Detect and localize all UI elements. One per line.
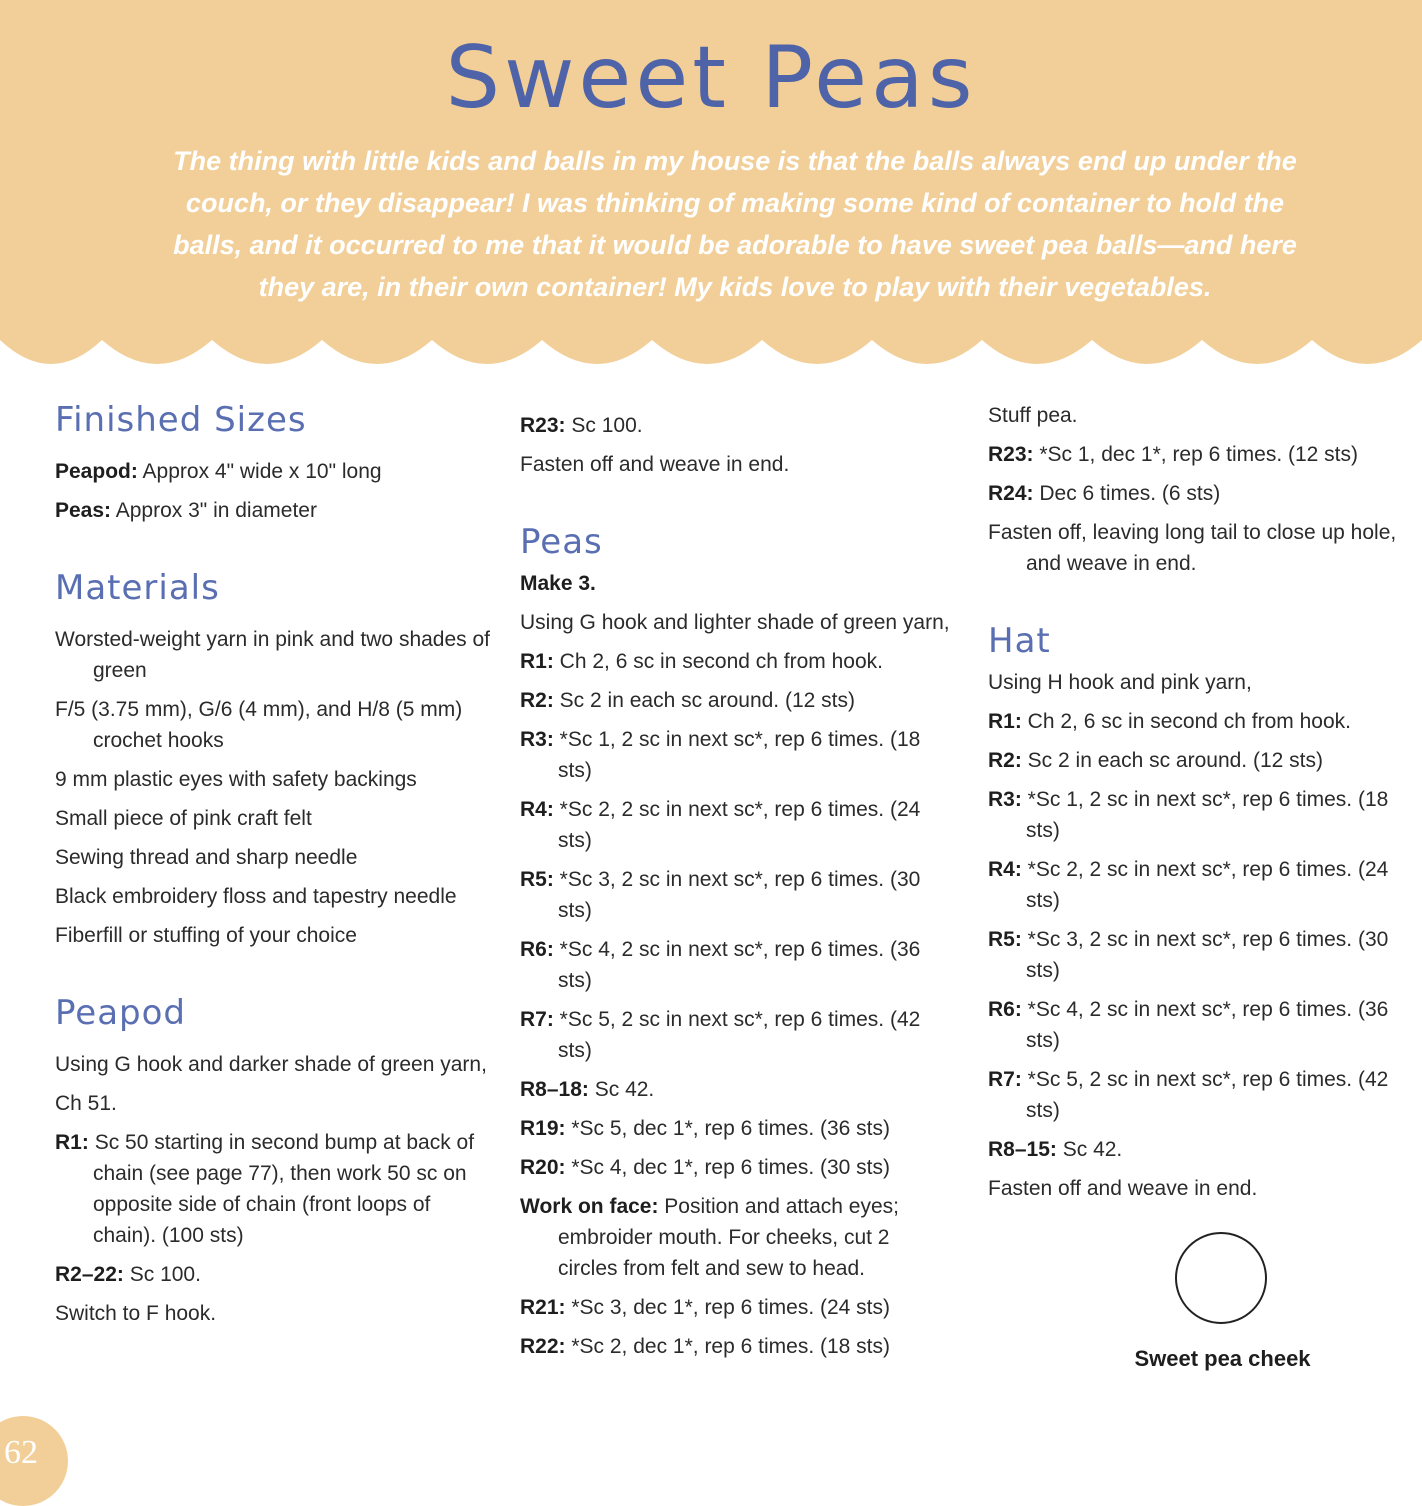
peapod-fasten: Fasten off and weave in end. <box>520 453 790 476</box>
size-peas <box>55 495 495 526</box>
row-label: R23: <box>988 443 1034 466</box>
row-text: Ch 2, 6 sc in second ch from hook. <box>553 650 884 673</box>
peas-make-label: Make 3. <box>520 572 596 595</box>
pattern-row <box>988 478 1398 509</box>
row-text: *Sc 4, 2 sc in next sc*, rep 6 times. (36 sts) <box>1021 998 1389 1052</box>
heading-peapod: Peapod <box>55 993 187 1033</box>
peapod-row <box>55 1127 495 1251</box>
row-label: R1: <box>520 650 554 673</box>
pattern-row <box>988 745 1398 776</box>
row-label: R2: <box>988 749 1022 772</box>
pattern-row <box>520 1113 950 1144</box>
row-text: *Sc 1, 2 sc in next sc*, rep 6 times. (18 sts) <box>553 728 921 782</box>
row-label: R3: <box>988 788 1022 811</box>
pattern-row <box>520 934 950 996</box>
heading-hat: Hat <box>988 621 1051 661</box>
row-label: R8–15: <box>988 1138 1057 1161</box>
heading-peas: Peas <box>520 522 603 562</box>
peapod-ch: Ch 51. <box>55 1092 117 1115</box>
heading-finished-sizes: Finished Sizes <box>55 400 307 440</box>
row-label: R4: <box>988 858 1022 881</box>
peas-intro: Using G hook and lighter shade of green yarn, <box>520 611 950 634</box>
size-peapod-label: Peapod: <box>55 460 138 483</box>
material-item: Worsted-weight yarn in pink and two shades of green <box>55 628 491 682</box>
material-item: Fiberfill or stuffing of your choice <box>55 924 357 947</box>
material-item: F/5 (3.75 mm), G/6 (4 mm), and H/8 (5 mm) crochet hooks <box>55 698 463 752</box>
row-label: R23: <box>520 414 566 437</box>
row-text: *Sc 5, 2 sc in next sc*, rep 6 times. (42 sts) <box>553 1008 921 1062</box>
row-label: R1: <box>988 710 1022 733</box>
hat-fasten: Fasten off and weave in end. <box>988 1177 1258 1200</box>
row-label: R20: <box>520 1156 566 1179</box>
row-text: *Sc 4, dec 1*, rep 6 times. (30 sts) <box>565 1156 890 1179</box>
size-peapod-value: Approx 4" wide x 10" long <box>142 460 382 483</box>
pattern-row <box>520 646 950 677</box>
row-label: R2: <box>520 689 554 712</box>
pattern-row <box>520 1191 950 1284</box>
row-text: Sc 50 starting in second bump at back of chain (see page 77), then work 50 sc on opposite side of chain (front loops of chain). (100 sts) <box>93 1131 475 1247</box>
peapod-row <box>520 410 950 441</box>
row-label: R19: <box>520 1117 566 1140</box>
peas-fasten: Fasten off, leaving long tail to close up hole, and weave in end. <box>988 521 1397 575</box>
pattern-row <box>520 1004 950 1066</box>
row-text: *Sc 1, dec 1*, rep 6 times. (12 sts) <box>1033 443 1358 466</box>
row-label: R6: <box>520 938 554 961</box>
row-text: *Sc 5, 2 sc in next sc*, rep 6 times. (42 sts) <box>1021 1068 1389 1122</box>
size-peas-value: Approx 3" in diameter <box>115 499 317 522</box>
size-peapod <box>55 456 495 487</box>
row-label: R4: <box>520 798 554 821</box>
row-text: *Sc 4, 2 sc in next sc*, rep 6 times. (36 sts) <box>553 938 921 992</box>
row-label: R2–22: <box>55 1263 124 1286</box>
row-text: Ch 2, 6 sc in second ch from hook. <box>1021 710 1352 733</box>
row-text: Sc 100. <box>571 414 643 437</box>
peapod-row <box>55 1259 495 1290</box>
hat-rows <box>988 706 1398 1165</box>
pattern-row <box>988 784 1398 846</box>
row-label: R21: <box>520 1296 566 1319</box>
row-label: R24: <box>988 482 1034 505</box>
row-text: Sc 2 in each sc around. (12 sts) <box>553 689 855 712</box>
row-text: *Sc 2, 2 sc in next sc*, rep 6 times. (24 sts) <box>553 798 921 852</box>
row-label: Work on face: <box>520 1195 659 1218</box>
row-text: Sc 42. <box>588 1078 655 1101</box>
peapod-switch: Switch to F hook. <box>55 1302 217 1325</box>
row-text: *Sc 2, 2 sc in next sc*, rep 6 times. (24 sts) <box>1021 858 1389 912</box>
cheek-caption: Sweet pea cheek <box>1134 1346 1311 1371</box>
row-text: Position and attach eyes; embroider mouth. For cheeks, cut 2 circles from felt and sew to head. <box>558 1195 899 1280</box>
pattern-row <box>988 706 1398 737</box>
peas-make <box>520 568 950 599</box>
row-text: *Sc 3, 2 sc in next sc*, rep 6 times. (30 sts) <box>553 868 921 922</box>
pattern-row <box>988 1064 1398 1126</box>
row-text: *Sc 3, 2 sc in next sc*, rep 6 times. (30 sts) <box>1021 928 1389 982</box>
pattern-row <box>520 1331 950 1362</box>
pattern-row <box>520 1292 950 1323</box>
row-label: R7: <box>520 1008 554 1031</box>
row-text: Dec 6 times. (6 sts) <box>1033 482 1221 505</box>
row-label: R3: <box>520 728 554 751</box>
row-label: R1: <box>55 1131 89 1154</box>
cheek-template-circle <box>1175 1232 1267 1324</box>
row-text: *Sc 3, dec 1*, rep 6 times. (24 sts) <box>565 1296 890 1319</box>
pattern-row <box>520 864 950 926</box>
column-left <box>55 400 495 1337</box>
intro-paragraph: The thing with little kids and balls in my house is that the balls always end up under the couch, or they disappear! I was thinking of making some kind of container to hold the balls, and it occurred to me that it would be adorable to have sweet pea balls—and here they are, in their own container! My kids love to play with their vegetables. <box>173 146 1297 302</box>
material-item: Black embroidery floss and tapestry needle <box>55 885 457 908</box>
row-label: R8–18: <box>520 1078 589 1101</box>
page-number: 62 <box>4 1434 38 1471</box>
peas-rows-continued <box>988 439 1398 509</box>
hat-intro: Using H hook and pink yarn, <box>988 671 1252 694</box>
row-text: *Sc 5, dec 1*, rep 6 times. (36 sts) <box>565 1117 890 1140</box>
row-label: R5: <box>988 928 1022 951</box>
pattern-row <box>520 724 950 786</box>
pattern-row <box>520 794 950 856</box>
pattern-row <box>988 439 1398 470</box>
pattern-row <box>988 924 1398 986</box>
row-text: Sc 42. <box>1056 1138 1123 1161</box>
column-right <box>988 400 1398 1212</box>
row-text: Sc 2 in each sc around. (12 sts) <box>1021 749 1323 772</box>
pattern-row <box>520 1074 950 1105</box>
material-item: 9 mm plastic eyes with safety backings <box>55 768 417 791</box>
pattern-row <box>988 1134 1398 1165</box>
heading-materials: Materials <box>55 568 220 608</box>
row-label: R6: <box>988 998 1022 1021</box>
material-item: Sewing thread and sharp needle <box>55 846 358 869</box>
row-text: *Sc 1, 2 sc in next sc*, rep 6 times. (18 sts) <box>1021 788 1389 842</box>
row-label: R7: <box>988 1068 1022 1091</box>
peapod-intro: Using G hook and darker shade of green yarn, <box>55 1053 487 1076</box>
size-peas-label: Peas: <box>55 499 112 522</box>
pattern-row <box>520 685 950 716</box>
material-item: Small piece of pink craft felt <box>55 807 312 830</box>
page-title: Sweet Peas <box>445 28 977 128</box>
row-label: R22: <box>520 1335 566 1358</box>
row-label: R5: <box>520 868 554 891</box>
pattern-row <box>988 854 1398 916</box>
peas-rows <box>520 646 950 1362</box>
row-text: Sc 100. <box>129 1263 201 1286</box>
column-middle <box>520 410 950 1370</box>
row-text: *Sc 2, dec 1*, rep 6 times. (18 sts) <box>565 1335 890 1358</box>
pattern-row <box>988 994 1398 1056</box>
peas-stuff: Stuff pea. <box>988 404 1078 427</box>
pattern-row <box>520 1152 950 1183</box>
